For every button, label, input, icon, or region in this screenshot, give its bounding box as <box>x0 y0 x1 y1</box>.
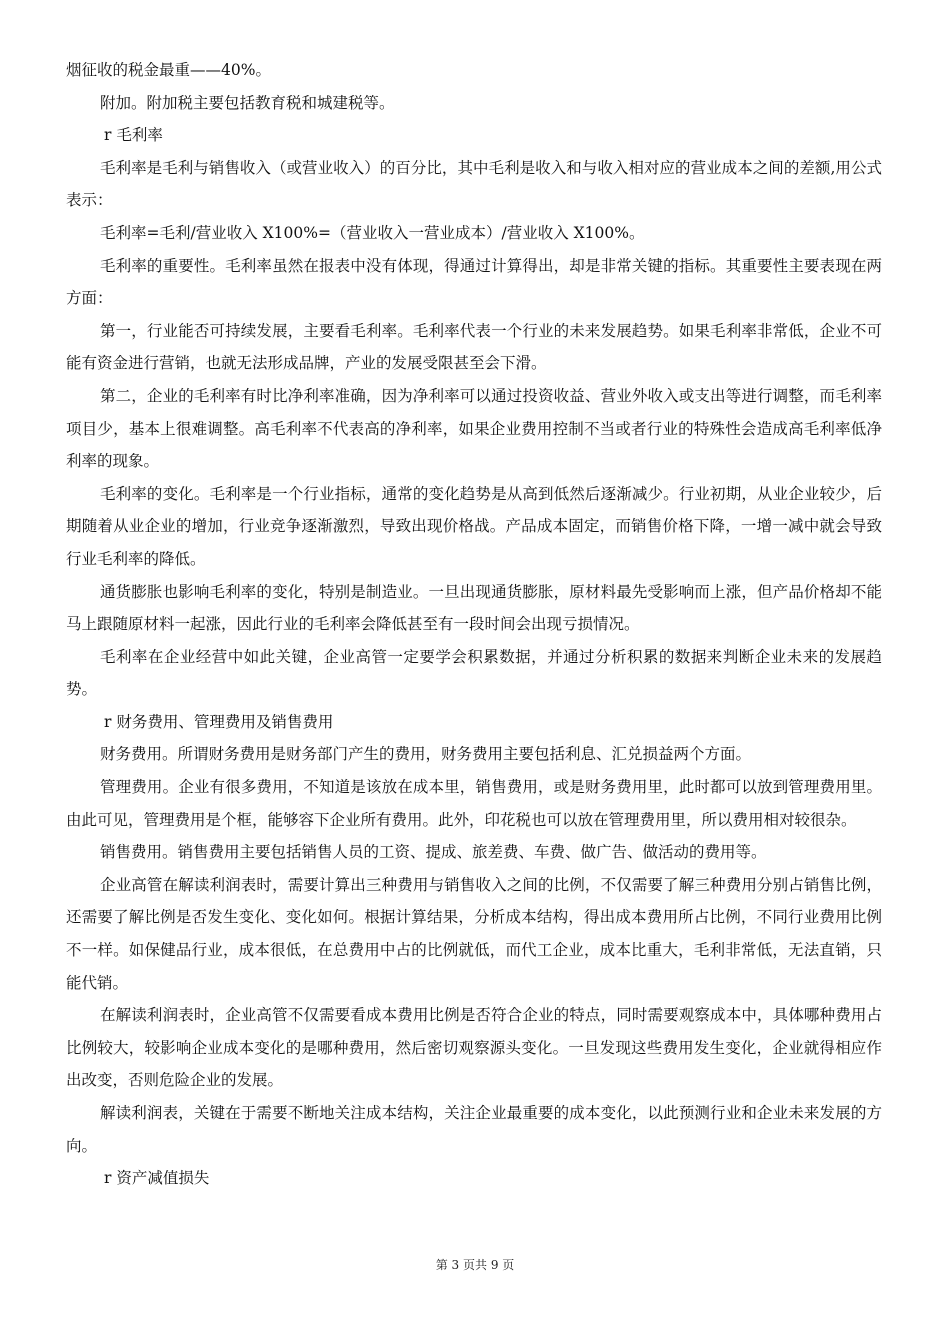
document-body <box>66 54 882 1195</box>
paragraph: 毛利率的变化。毛利率是一个行业指标，通常的变化趋势是从高到低然后逐渐减少。行业初期，从业企业较少，后期随着从业企业的增加，行业竞争逐渐激烈，导致出现价格战。产品成本固定，而销售价格下降，一增一减中就会导致行业毛利率的降低。 <box>66 484 882 568</box>
paragraph: 企业高管在解读利润表时，需要计算出三种费用与销售收入之间的比例，不仅需要了解三种费用分别占销售比例，还需要了解比例是否发生变化、变化如何。根据计算结果，分析成本结构，得出成本费用所占比例，不同行业费用比例不一样。如保健品行业，成本很低，在总费用中占的比例就低，而代工企业，成本比重大，毛利非常低，无法直销，只能代销。 <box>66 875 882 992</box>
paragraph: 解读利润表，关键在于需要不断地关注成本结构，关注企业最重要的成本变化，以此预测行业和企业未来发展的方向。 <box>66 1104 882 1155</box>
paragraph: 销售费用。销售费用主要包括销售人员的工资、提成、旅差费、车费、做广告、做活动的费用等。 <box>100 843 767 862</box>
page-footer: 第 3 页共 9 页 <box>435 1258 515 1272</box>
section-heading: r 资产减值损失 <box>104 1169 210 1188</box>
section-heading: r 财务费用、管理费用及销售费用 <box>104 712 334 731</box>
paragraph: 管理费用。企业有很多费用，不知道是该放在成本里，销售费用，或是财务费用里，此时都可以放到管理费用里。由此可见，管理费用是个框，能够容下企业所有费用。此外，印花税也可以放在管理费用里，所以费用相对较很杂。 <box>66 778 882 829</box>
paragraph: 通货膨胀也影响毛利率的变化，特别是制造业。一旦出现通货膨胀，原材料最先受影响而上涨，但产品价格却不能马上跟随原材料一起涨，因此行业的毛利率会降低甚至有一段时间会出现亏损情况。 <box>66 582 882 634</box>
paragraph: 财务费用。所谓财务费用是财务部门产生的费用，财务费用主要包括利息、汇兑损益两个方面。 <box>100 745 752 764</box>
paragraph: 在解读利润表时，企业高管不仅需要看成本费用比例是否符合企业的特点，同时需要观察成本中，具体哪种费用占比例较大，较影响企业成本变化的是哪种费用，然后密切观察源头变化。一旦发现这些费用发生变化，企业就得相应作出改变，否则危险企业的发展。 <box>66 1006 882 1090</box>
paragraph: 毛利率的重要性。毛利率虽然在报表中没有体现，得通过计算得出，却是非常关键的指标。其重要性主要表现在两方面： <box>66 256 882 308</box>
paragraph: 毛利率是毛利与销售收入（或营业收入）的百分比，其中毛利是收入和与收入相对应的营业成本之间的差额,用公式表示： <box>66 158 882 210</box>
paragraph: 附加。附加税主要包括教育税和城建税等。 <box>100 93 395 112</box>
paragraph: 毛利率在企业经营中如此关键，企业高管一定要学会积累数据，并通过分析积累的数据来判断企业未来的发展趋势。 <box>66 647 882 699</box>
paragraph: 第二，企业的毛利率有时比净利率准确，因为净利率可以通过投资收益、营业外收入或支出等进行调整，而毛利率项目少，基本上很难调整。高毛利率不代表高的净利率，如果企业费用控制不当或者行业的特殊性会造成高毛利率低净利率的现象。 <box>66 386 882 471</box>
paragraph: 第一，行业能否可持续发展，主要看毛利率。毛利率代表一个行业的未来发展趋势。如果毛利率非常低，企业不可能有资金进行营销，也就无法形成品牌，产业的发展受限甚至会下滑。 <box>66 321 882 373</box>
formula-paragraph: 毛利率=毛利/营业收入 X100%=（营业收入一营业成本）/营业收入 X100%。 <box>100 223 645 242</box>
paragraph: 烟征收的税金最重——40%。 <box>66 61 271 79</box>
section-heading: r 毛利率 <box>104 126 163 145</box>
